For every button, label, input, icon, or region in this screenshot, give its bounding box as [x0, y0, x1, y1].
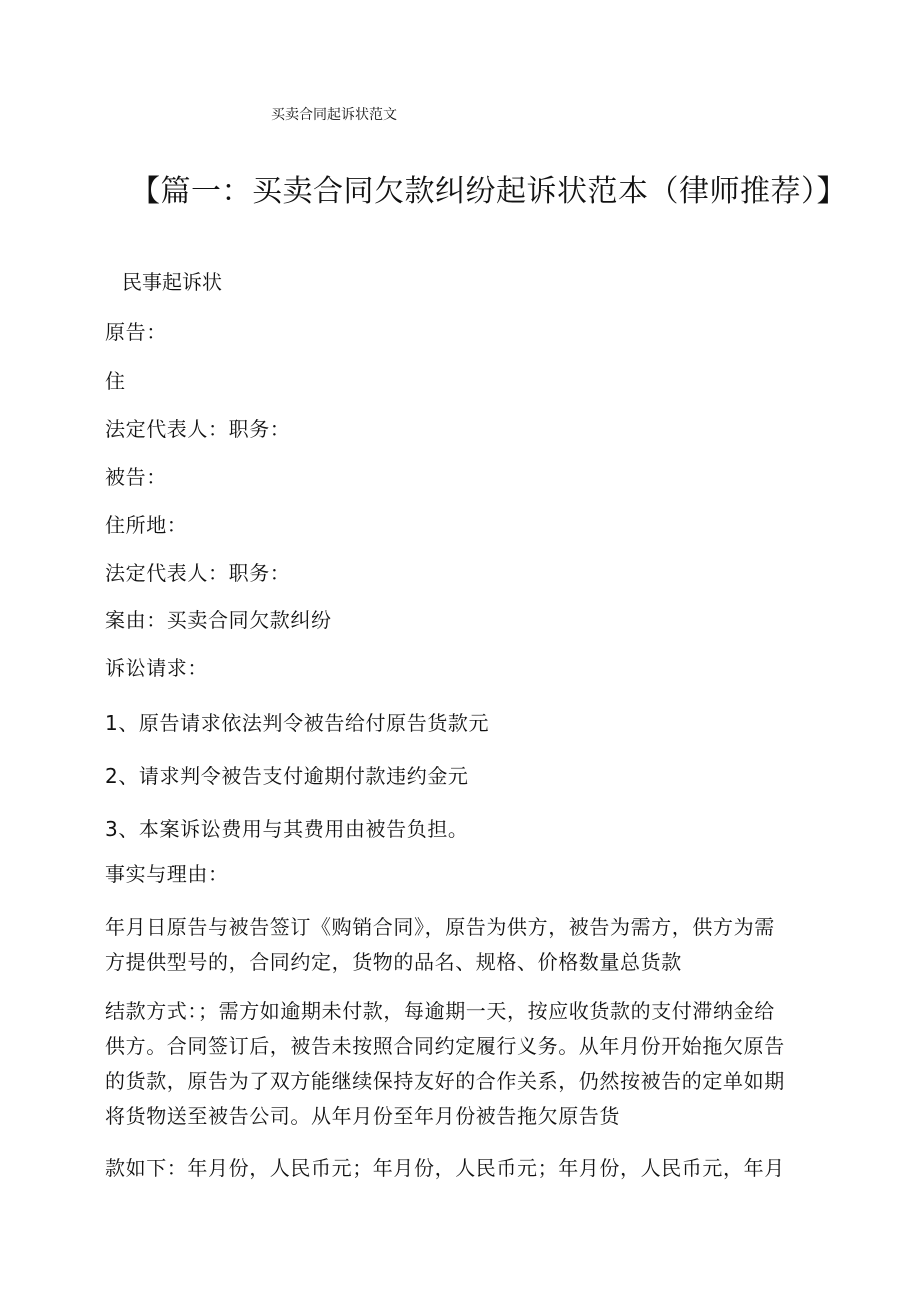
paragraph-line: 方提供型号的，合同约定，货物的品名、规格、价格数量总货款: [105, 950, 682, 974]
claim-item: 3、本案诉讼费用与其费用由被告负担。: [105, 817, 469, 841]
paragraph-line: 结款方式：；需方如逾期未付款，每逾期一天，按应收货款的支付滞纳金给: [105, 999, 775, 1023]
field-cause: 案由：买卖合同欠款纠纷: [105, 608, 332, 632]
field-plaintiff: 原告：: [105, 320, 167, 344]
field-claims-heading: 诉讼请求：: [105, 656, 208, 680]
document-header-title: 买卖合同起诉状范文: [271, 107, 397, 123]
field-legal-rep-2: 法定代表人：职务：: [105, 561, 291, 585]
complaint-subtitle: 民事起诉状: [122, 270, 222, 294]
field-legal-rep-1: 法定代表人：职务：: [105, 417, 291, 441]
paragraph-line: 款如下：年月份，人民币元；年月份，人民币元；年月份，人民币元，年月: [105, 1156, 785, 1180]
paragraph-line: 将货物送至被告公司。从年月份至年月份被告拖欠原告货: [105, 1104, 620, 1128]
main-title: 【篇一：买卖合同欠款纠纷起诉状范本（律师推荐）】: [130, 174, 847, 209]
claim-item: 1、原告请求依法判令被告给付原告货款元: [105, 711, 490, 735]
field-address: 住: [105, 369, 126, 393]
paragraph-line: 年月日原告与被告签订《购销合同》，原告为供方，被告为需方，供方为需: [105, 915, 775, 939]
field-domicile: 住所地：: [105, 513, 188, 537]
facts-heading: 事实与理由：: [105, 862, 229, 886]
paragraph-line: 供方。合同签订后，被告未按照合同约定履行义务。从年月份开始拖欠原告: [105, 1034, 785, 1058]
paragraph-line: 的货款，原告为了双方能继续保持友好的合作关系，仍然按被告的定单如期: [105, 1069, 785, 1093]
claim-item: 2、请求判令被告支付逾期付款违约金元: [105, 764, 469, 788]
field-defendant: 被告：: [105, 465, 167, 489]
